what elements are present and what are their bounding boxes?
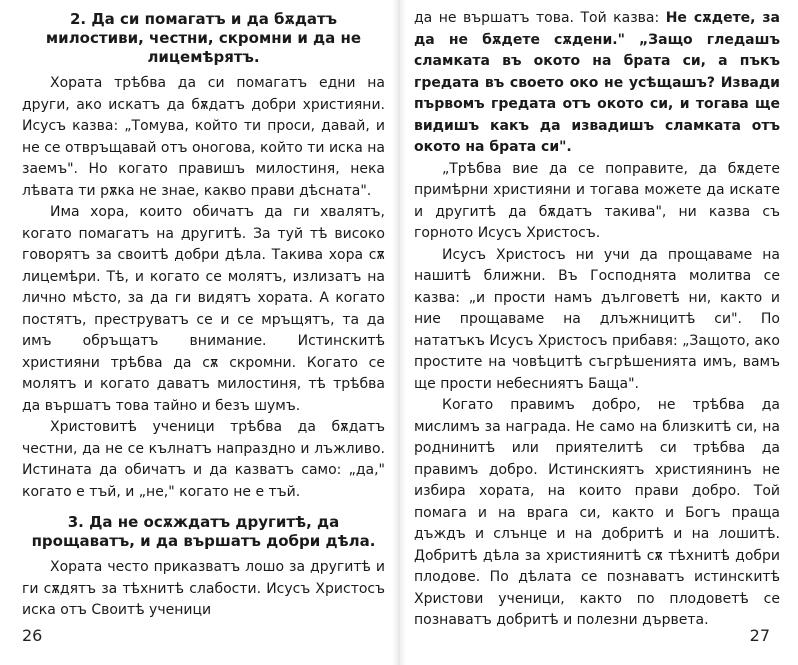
right-continuation-paragraph [414,8,780,159]
page-number-left: 26 [22,626,43,645]
page-number-right: 27 [749,626,770,645]
right-paragraph-2: Исусъ Христосъ ни учи да прощаваме на нашитѣ ближни. Въ Господнята молитва се казва: „и прости намъ дълговетѣ ни, както и ние прощаваме на длъжницитѣ си". По нататъкъ Исусъ Христосъ прибавя: „Защото, ако простите на човѣцитѣ съгрѣшенията имъ, вамъ ще прости небесниятъ Баща". [414,246,780,392]
section-heading-3: 3. Да не осѫждатъ другитѣ, да прощаватъ, и да вършатъ добри дѣла. [31,513,376,550]
continuation-plain-text: да не вършатъ това. Той казва: [414,10,666,26]
section-heading-2: 2. Да си помагатъ и да бѫдатъ милостиви, честни, скромни и да не лицемѣрятъ. [45,10,362,66]
right-page [399,0,798,665]
left-paragraph-1: Хората трѣбва да си помагатъ едни на други, ако искатъ да бѫдатъ добри християни. Исусъ казва: „Томува, който ти проси, давай, и не се отвръщавай отъ оногова, който ти иска на заемъ". Но когато правишъ милостиня, нека лѣвата ти рѫка не знае, какво прави дѣсната". [22,75,385,199]
left-paragraph-2: Има хора, които обичатъ да ги хвалятъ, когато помагатъ на другитѣ. За туй тѣ високо говорятъ за своитѣ добри дѣла. Такива хора сѫ лицемѣри. Тѣ, и когато се молятъ, излизатъ на лично мѣсто, за да ги видятъ хората. А когато постятъ, преструватъ се и се мръщятъ, та да имъ обръщатъ внимание. Истинскитѣ християни трѣбва да сѫ скромни. Когато се молятъ и когато даватъ милостиня, тѣ трѣбва да вършатъ това тайно и безъ шумъ. [22,204,385,414]
continuation-bold-quote: Не сѫдете, за да не бѫдете сѫдени." „Защо гледашъ сламката въ окото на брата си, а пъкъ гредата въ своето око не усѣщашъ? Извади първомъ гредата отъ окото си, и тогава ще видишъ какъ да извадишъ сламката отъ окото на брата си". [414,10,780,155]
left-paragraph-3: Христовитѣ ученици трѣбва да бѫдатъ честни, да не се кълнатъ напраздно и лъжливо. Истината да обичатъ и да казватъ само: „да," когато е тъй, и „не," когато не е тъй. [22,419,385,500]
right-paragraph-1: „Трѣбва вие да се поправите, да бѫдете примѣрни християни и тогава можете да искате и другитѣ да бѫдатъ такива", ни казва съ горното Исусъ Христосъ. [414,160,780,241]
left-paragraph-4: Хората често приказватъ лошо за другитѣ и ги сѫдятъ за тѣхнитѣ слабости. Исусъ Христосъ иска отъ Своитѣ ученици [22,559,385,618]
right-paragraph-3: Когато правимъ добро, не трѣбва да мислимъ за награда. Не само на близкитѣ си, на роднинитѣ или приятелитѣ си трѣбва да правимъ добро. Истинскиятъ християнинъ не избира хората, на които прави добро. Той помага и на врага си, както и Богъ праща дъждъ и слънце и на добритѣ и на лошитѣ. Добритѣ дѣла за християнитѣ сѫ тѣхнитѣ добри плодове. По дѣлата се познаватъ истинскитѣ Христови ученици, както по плодоветѣ се познаватъ добритѣ и полезни дървета. [414,397,780,628]
